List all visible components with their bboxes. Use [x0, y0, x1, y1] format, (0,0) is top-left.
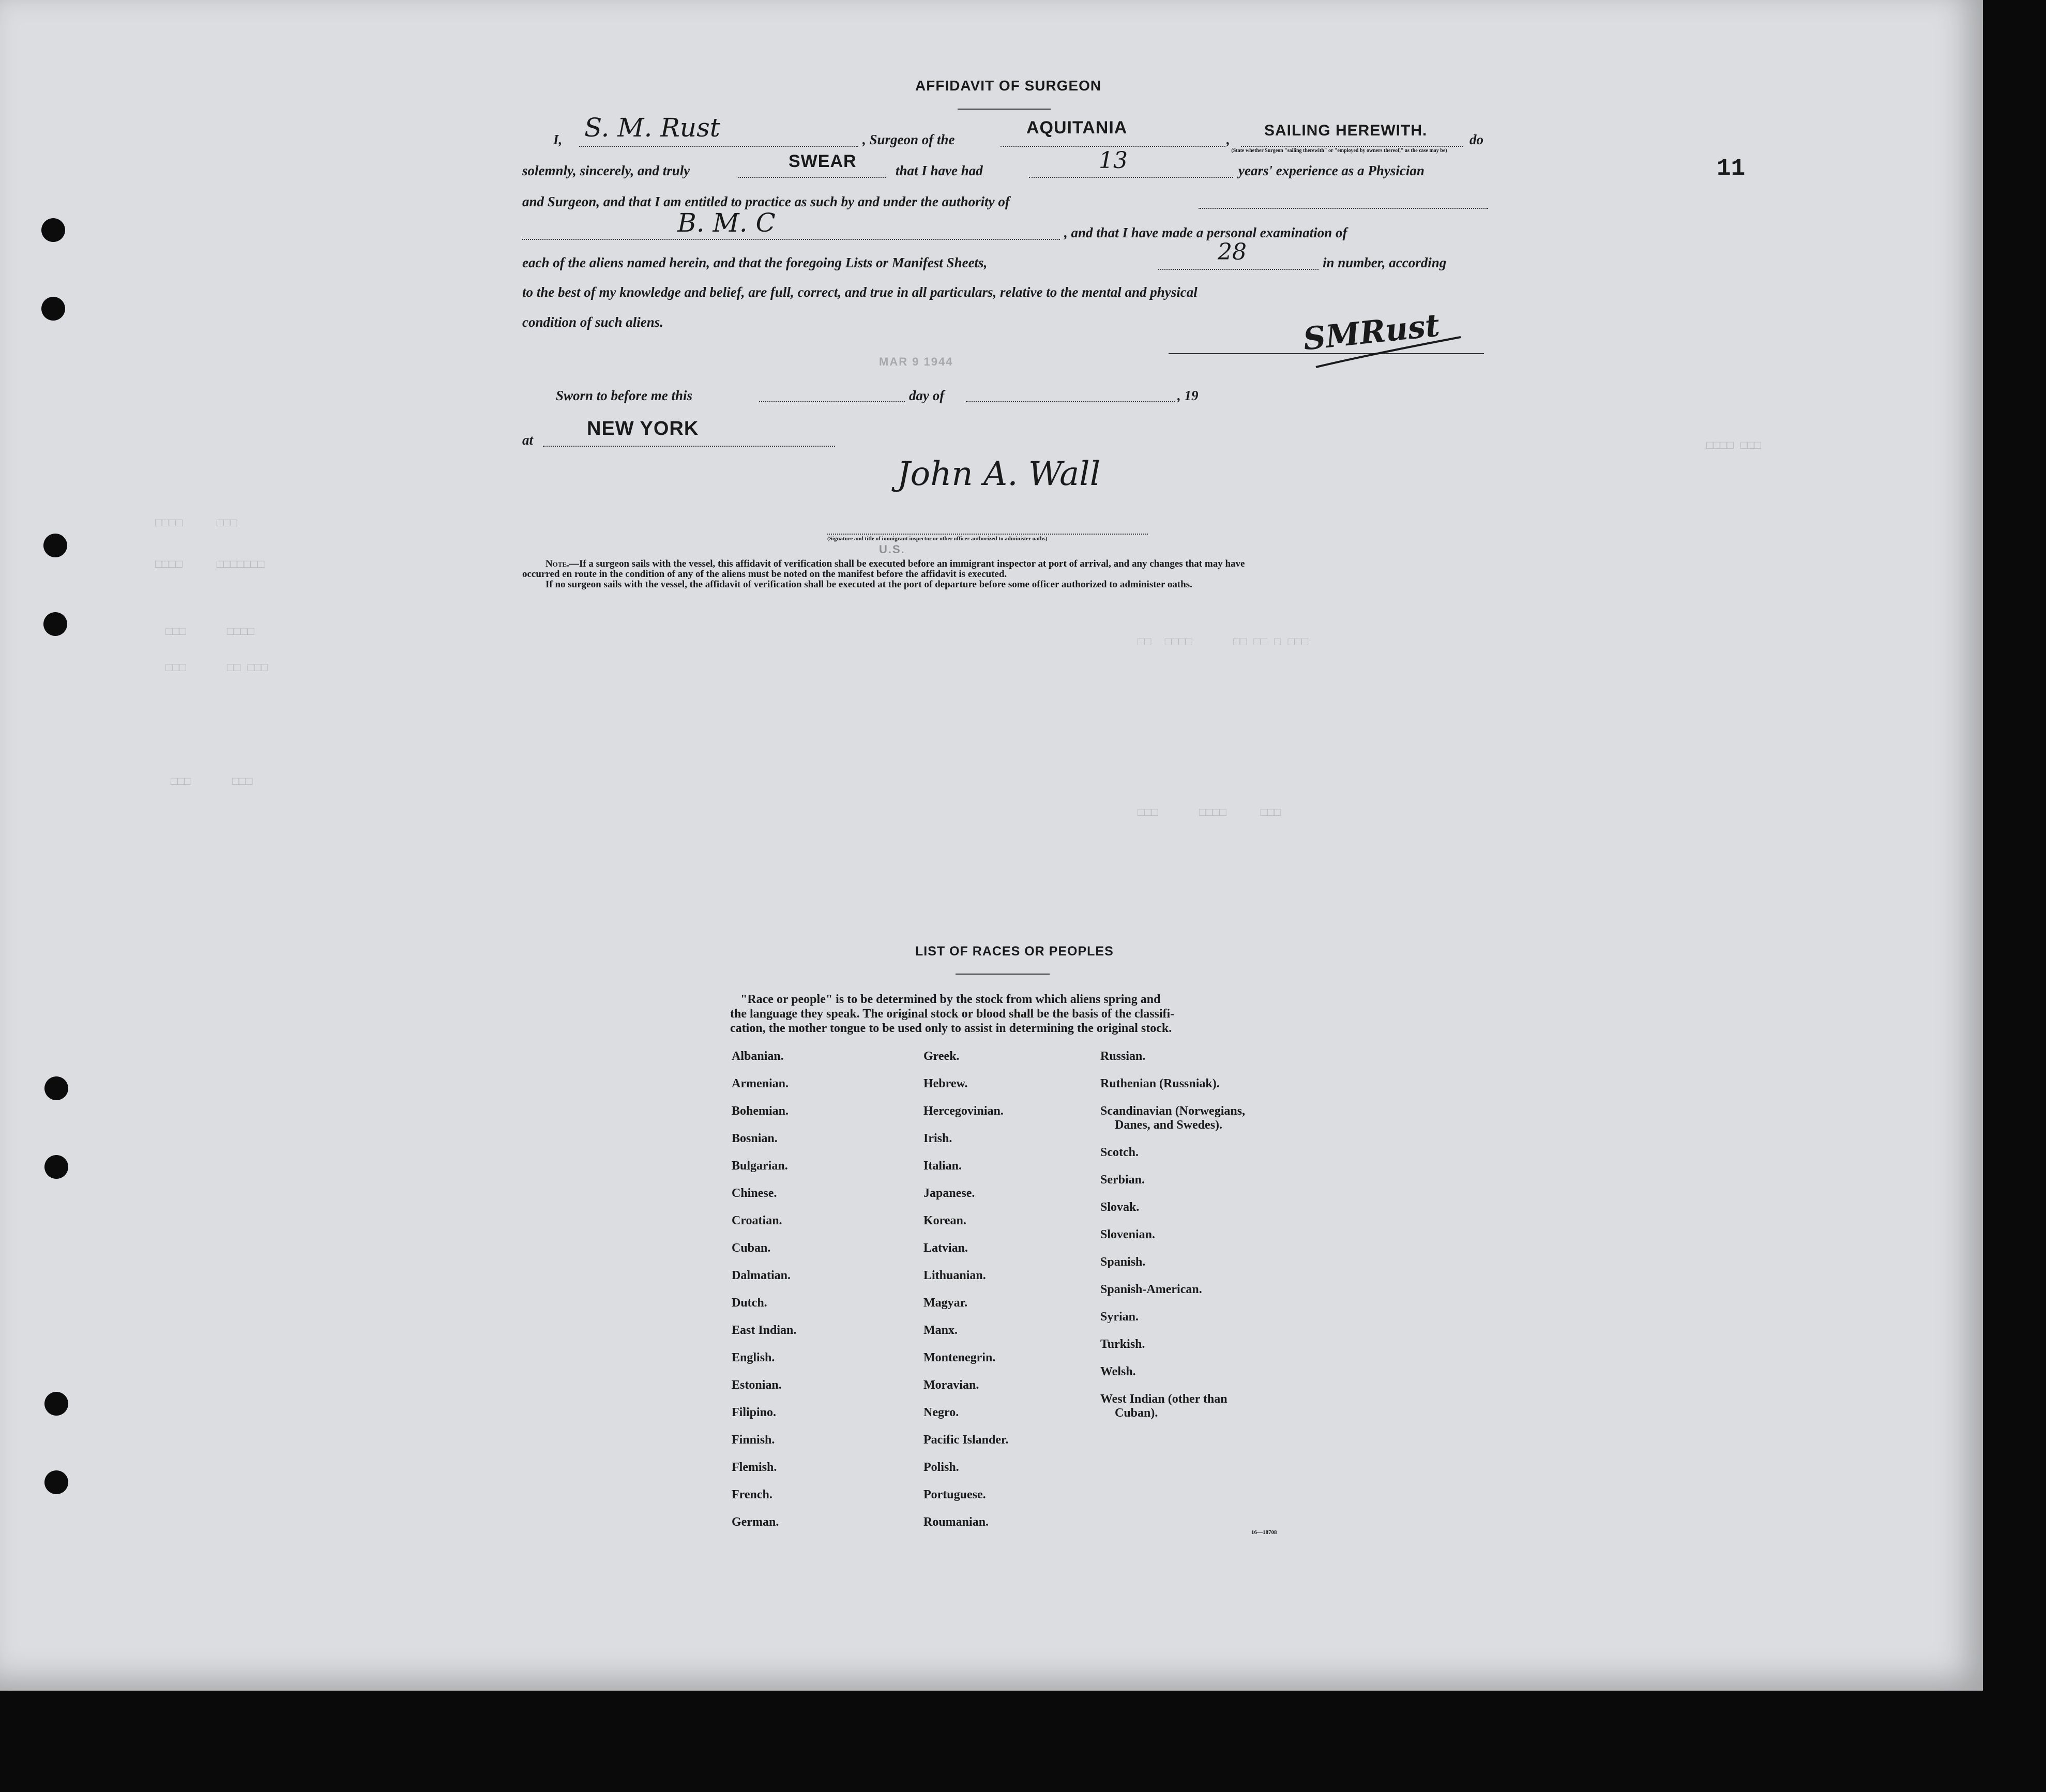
sworn-month-line [966, 401, 1175, 402]
text-each-aliens: each of the aliens named herein, and that the foregoing Lists or Manifest Sheets, [522, 255, 988, 270]
race-item: Croatian. [732, 1214, 782, 1227]
races-intro-2: the language they speak. The original stock or blood shall be the basis of the classifi- [730, 1007, 1175, 1021]
authority-line-1 [1199, 208, 1488, 209]
race-item: Finnish. [732, 1433, 775, 1447]
text-i: I, [553, 132, 563, 147]
punch-hole [44, 1076, 68, 1100]
comma: , [1226, 132, 1230, 147]
years-line [1029, 177, 1233, 178]
sheets-value: 28 [1218, 239, 1247, 265]
race-item: French. [732, 1488, 772, 1501]
bleed-through-text: □□□ □□□ [171, 776, 253, 788]
officer-signature-line [827, 534, 1148, 535]
race-item: English. [732, 1351, 775, 1364]
punch-hole [43, 612, 67, 636]
officer-stamp: U.S. [879, 543, 905, 556]
race-item: West Indian (other than [1100, 1392, 1227, 1406]
surgeon-signature: SMRust [1301, 307, 1442, 358]
race-item: Scotch. [1100, 1146, 1139, 1159]
sailing-line [1241, 146, 1463, 147]
race-item: Italian. [923, 1159, 962, 1173]
race-item: Filipino. [732, 1406, 777, 1419]
punch-hole [44, 1392, 68, 1416]
punch-hole [44, 1155, 68, 1179]
races-intro-3: cation, the mother tongue to be used only to assist in determining the original stock. [730, 1022, 1172, 1035]
race-item: Syrian. [1100, 1310, 1139, 1324]
years-value: 13 [1099, 147, 1128, 174]
race-item: Bosnian. [732, 1132, 778, 1145]
note-line-3: If no surgeon sails with the vessel, the affidavit of verification shall be executed at the port of departure before some officer authorized to administer oaths. [545, 579, 1192, 590]
place-line [543, 446, 835, 447]
race-item: Montenegrin. [923, 1351, 996, 1364]
race-item: Slovenian. [1100, 1228, 1156, 1241]
bleed-through-text: □□□□ □□□ [155, 517, 237, 530]
signature-caption: (Signature and title of immigrant inspector or other officer authorized to administer oaths) [827, 536, 1048, 542]
text-do: do [1469, 132, 1483, 147]
sailing-status: SAILING HEREWITH. [1264, 122, 1428, 139]
ship-line [1001, 146, 1225, 147]
oath-word: SWEAR [789, 151, 857, 171]
punch-hole [41, 297, 65, 321]
text-19: , 19 [1177, 388, 1199, 403]
race-item: Danes, and Swedes). [1115, 1118, 1223, 1132]
race-item: Armenian. [732, 1077, 789, 1090]
race-item: Dalmatian. [732, 1269, 791, 1282]
race-item: Serbian. [1100, 1173, 1145, 1187]
race-item: Lithuanian. [923, 1269, 986, 1282]
race-item: Flemish. [732, 1461, 777, 1474]
text-in-number: in number, according [1323, 255, 1447, 270]
date-stamp: MAR 9 1944 [879, 355, 953, 368]
text-sworn: Sworn to before me this [556, 388, 693, 403]
race-item: Spanish-American. [1100, 1283, 1202, 1296]
title-rule [958, 109, 1051, 110]
race-item: Spanish. [1100, 1255, 1146, 1269]
sheets-line [1158, 269, 1318, 270]
place-name: NEW YORK [587, 418, 699, 439]
text-and-surgeon: and Surgeon, and that I am entitled to practice as such by and under the authority of [522, 194, 1010, 209]
race-item: Welsh. [1100, 1365, 1136, 1378]
bleed-through-text: □□□ □□□□ [165, 626, 254, 639]
surgeon-name: S. M. Rust [584, 113, 720, 143]
sworn-day-line [759, 401, 905, 402]
race-item: Russian. [1100, 1050, 1146, 1063]
text-examination: , and that I have made a personal examination of [1064, 225, 1347, 240]
text-surgeon-of: , Surgeon of the [862, 132, 955, 147]
race-item: Dutch. [732, 1296, 767, 1310]
race-item: Bohemian. [732, 1104, 789, 1118]
race-item: East Indian. [732, 1324, 797, 1337]
race-item: Cuban). [1115, 1406, 1158, 1420]
race-item: Magyar. [923, 1296, 968, 1310]
races-title-rule [956, 974, 1050, 975]
punch-hole [41, 218, 65, 242]
race-item: Portuguese. [923, 1488, 986, 1501]
bleed-through-text: □□□ □□ □□□ [165, 662, 268, 675]
signature-flourish [1313, 331, 1463, 372]
race-item: Turkish. [1100, 1338, 1145, 1351]
text-solemnly: solemnly, sincerely, and truly [522, 163, 690, 178]
officer-signature: John A. Wall [897, 455, 1101, 493]
races-title: LIST OF RACES OR PEOPLES [915, 944, 1114, 959]
sailing-note: (State whether Surgeon "sailing therewith" or "employed by owners thereof," as the case may be) [1231, 148, 1447, 154]
race-item: Hebrew. [923, 1077, 968, 1090]
race-item: Irish. [923, 1132, 952, 1145]
race-item: Korean. [923, 1214, 966, 1227]
text-that-had: that I have had [896, 163, 983, 178]
punch-hole [43, 534, 67, 557]
race-item: Manx. [923, 1324, 958, 1337]
text-condition: condition of such aliens. [522, 314, 664, 330]
race-item: Latvian. [923, 1241, 968, 1255]
race-item: Moravian. [923, 1378, 979, 1392]
affidavit-title: AFFIDAVIT OF SURGEON [915, 78, 1102, 94]
bleed-through-text: □□□□ □□□□□□□ [155, 558, 265, 571]
race-item: Ruthenian (Russniak). [1100, 1077, 1220, 1090]
race-item: Roumanian. [923, 1515, 989, 1529]
race-item: Estonian. [732, 1378, 782, 1392]
ship-name: AQUITANIA [1026, 118, 1128, 138]
oath-line [738, 177, 886, 178]
race-item: Greek. [923, 1050, 960, 1063]
bleed-through-text: □□ □□□□ □□ □□ □ □□□ [1138, 636, 1309, 649]
bleed-through-text: □□□ □□□□ □□□ [1138, 807, 1281, 819]
authority-line-2 [522, 239, 1060, 240]
text-best-knowledge: to the best of my knowledge and belief, are full, correct, and true in all particulars, relative to the mental and physical [522, 284, 1198, 300]
race-item: Scandinavian (Norwegians, [1100, 1104, 1246, 1118]
race-item: Japanese. [923, 1187, 975, 1200]
text-years-exp: years' experience as a Physician [1238, 163, 1424, 178]
authority-value: B. M. C [677, 208, 776, 238]
punch-hole [44, 1470, 68, 1494]
race-item: Slovak. [1100, 1201, 1140, 1214]
race-item: Bulgarian. [732, 1159, 788, 1173]
race-item: German. [732, 1515, 779, 1529]
form-number: 16—18708 [1251, 1529, 1277, 1536]
note-text-1: If a surgeon sails with the vessel, this affidavit of verification shall be executed before an immigrant inspector at port of arrival, and any changes that may have [579, 558, 1245, 569]
race-item: Albanian. [732, 1050, 784, 1063]
race-item: Negro. [923, 1406, 959, 1419]
text-day-of: day of [909, 388, 945, 403]
text-at: at [522, 432, 534, 448]
page-number: 11 [1717, 155, 1746, 182]
surgeon-name-line [579, 146, 858, 147]
race-item: Pacific Islander. [923, 1433, 1009, 1447]
bleed-through-text: □□□□ □□□ [1706, 439, 1761, 452]
race-item: Polish. [923, 1461, 959, 1474]
races-intro-1: "Race or people" is to be determined by the stock from which aliens spring and [740, 993, 1161, 1006]
race-item: Chinese. [732, 1187, 777, 1200]
note-line-2: occurred en route in the condition of any of the aliens must be noted on the manifest before the affidavit is executed. [522, 569, 1007, 580]
note-line-1 [545, 558, 1245, 570]
race-item: Cuban. [732, 1241, 771, 1255]
race-item: Hercegovinian. [923, 1104, 1004, 1118]
note-lead: Note.— [545, 558, 579, 569]
